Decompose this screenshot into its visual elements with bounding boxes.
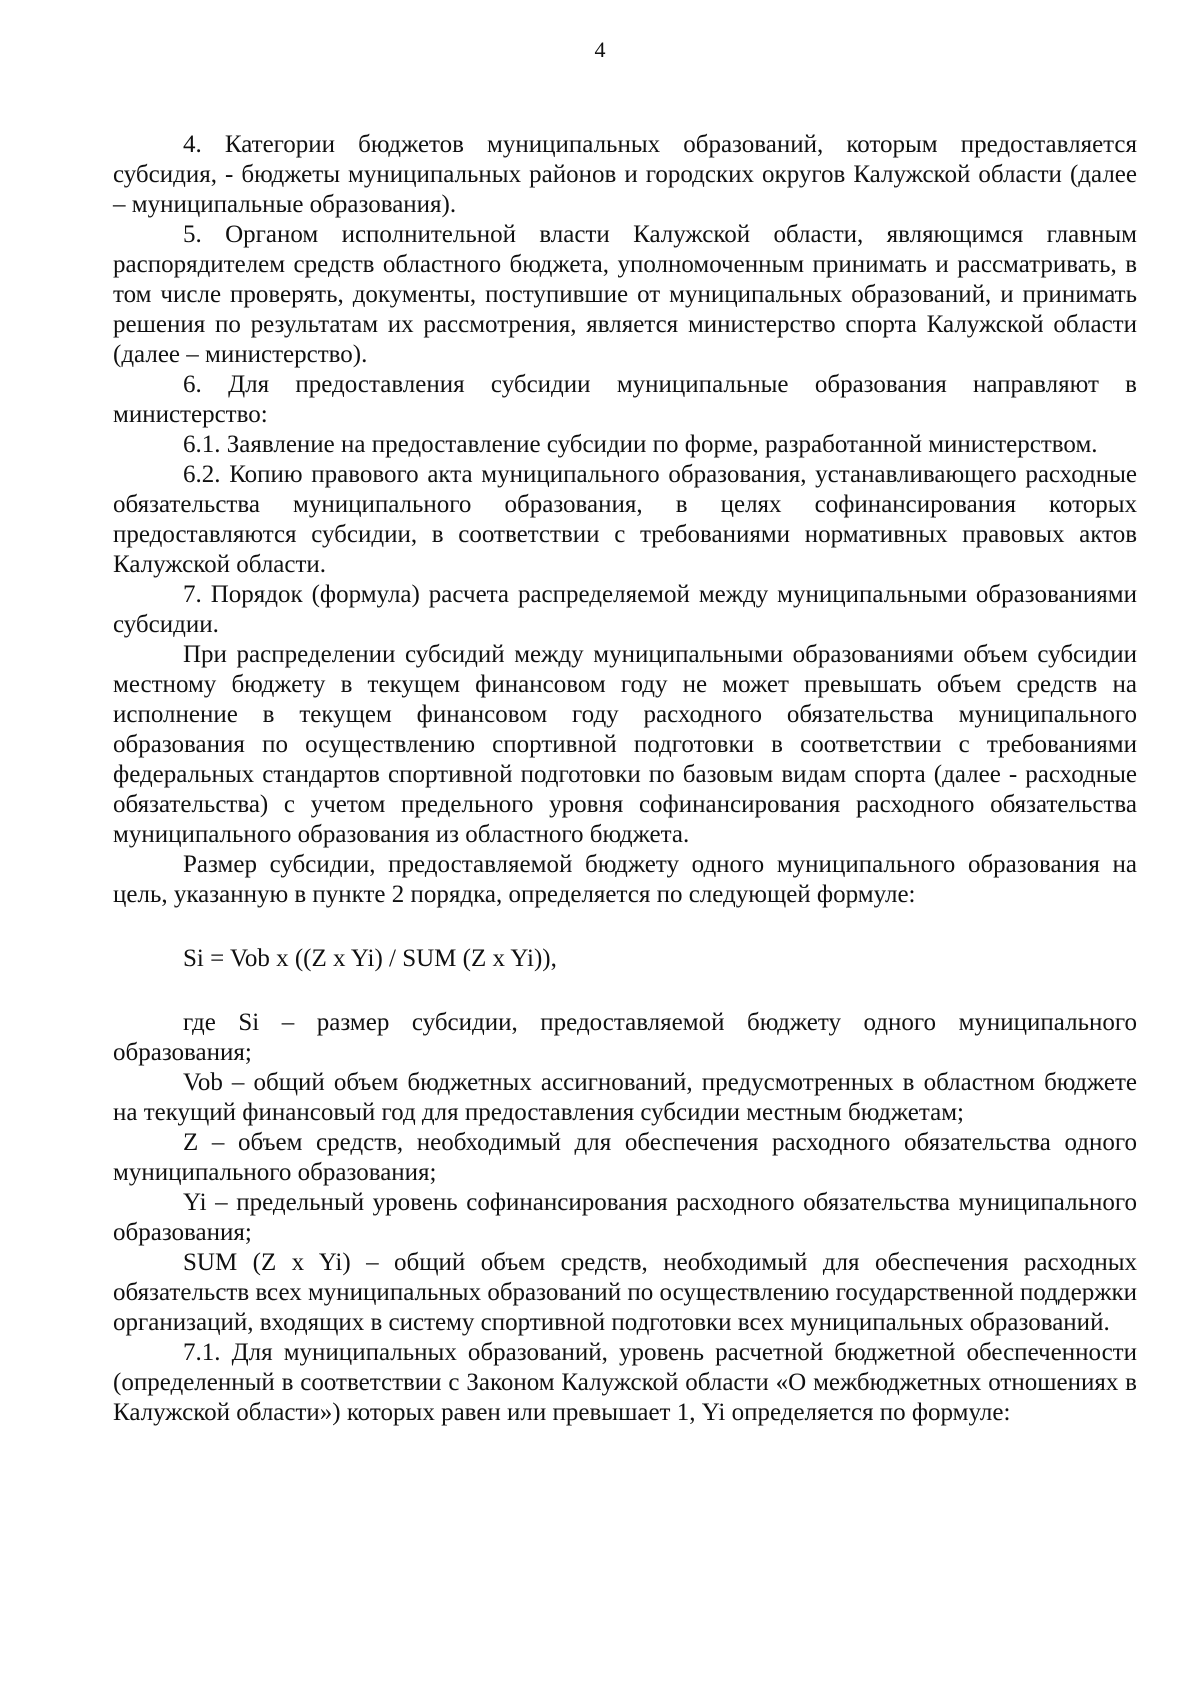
paragraph-4: 4. Категории бюджетов муниципальных образований, которым предоставляется субсидия, - бюджеты муниципальных районов и городских округов Калужской области (далее – муниципальные образования). bbox=[113, 131, 1137, 218]
definition-yi: Yi – предельный уровень софинансирования расходного обязательства муниципального образования; bbox=[113, 1189, 1137, 1246]
paragraph-7-1: 7.1. Для муниципальных образований, уровень расчетной бюджетной обеспеченности (определенный в соответствии с Законом Калужской области «О межбюджетных отношениях в Калужской области») которых равен или превышает 1, Yi определяется по формуле: bbox=[113, 1339, 1137, 1426]
paragraph-6: 6. Для предоставления субсидии муниципальные образования направляют в министерство: bbox=[113, 371, 1137, 428]
paragraph-5: 5. Органом исполнительной власти Калужской области, являющимся главным распорядителем средств областного бюджета, уполномоченным принимать и рассматривать, в том числе проверять, документы, поступившие от муниципальных образований, и принимать решения по результатам их рассмотрения, является министерство спорта Калужской области (далее – министерство). bbox=[113, 221, 1137, 368]
definition-vob: Vob – общий объем бюджетных ассигнований, предусмотренных в областном бюджете на текущий финансовый год для предоставления субсидии местным бюджетам; bbox=[113, 1069, 1137, 1126]
paragraph-7: 7. Порядок (формула) расчета распределяемой между муниципальными образованиями субсидии. bbox=[113, 581, 1137, 638]
paragraph-distribution: При распределении субсидий между муниципальными образованиями объем субсидии местному бюджету в текущем финансовом году не может превышать объем средств на исполнение в текущем финансовом году расходного обязательства муниципального образования по осуществлению спортивной подготовки в соответствии с требованиями федеральных стандартов спортивной подготовки по базовым видам спорта (далее - расходные обязательства) с учетом предельного уровня софинансирования расходного обязательства муниципального образования из областного бюджета. bbox=[113, 641, 1137, 848]
document-body bbox=[113, 130, 1137, 1428]
paragraph-subsidy-size: Размер субсидии, предоставляемой бюджету одного муниципального образования на цель, указанную в пункте 2 порядка, определяется по следующей формуле: bbox=[113, 851, 1137, 908]
paragraph-6-1: 6.1. Заявление на предоставление субсидии по форме, разработанной министерством. bbox=[183, 431, 1098, 458]
definition-si: где Si – размер субсидии, предоставляемой бюджету одного муниципального образования; bbox=[113, 1009, 1137, 1066]
definition-sum: SUM (Z x Yi) – общий объем средств, необходимый для обеспечения расходных обязательств всех муниципальных образований по осуществлению государственной поддержки организаций, входящих в систему спортивной подготовки всех муниципальных образований. bbox=[113, 1249, 1137, 1336]
formula: Si = Vob x ((Z x Yi) / SUM (Z x Yi)), bbox=[183, 945, 557, 972]
definition-z: Z – объем средств, необходимый для обеспечения расходного обязательства одного муниципального образования; bbox=[113, 1129, 1137, 1186]
page-number: 4 bbox=[594, 37, 606, 62]
paragraph-6-2: 6.2. Копию правового акта муниципального образования, устанавливающего расходные обязательства муниципального образования, в целях софинансирования которых предоставляются субсидии, в соответствии с требованиями нормативных правовых актов Калужской области. bbox=[113, 461, 1137, 578]
